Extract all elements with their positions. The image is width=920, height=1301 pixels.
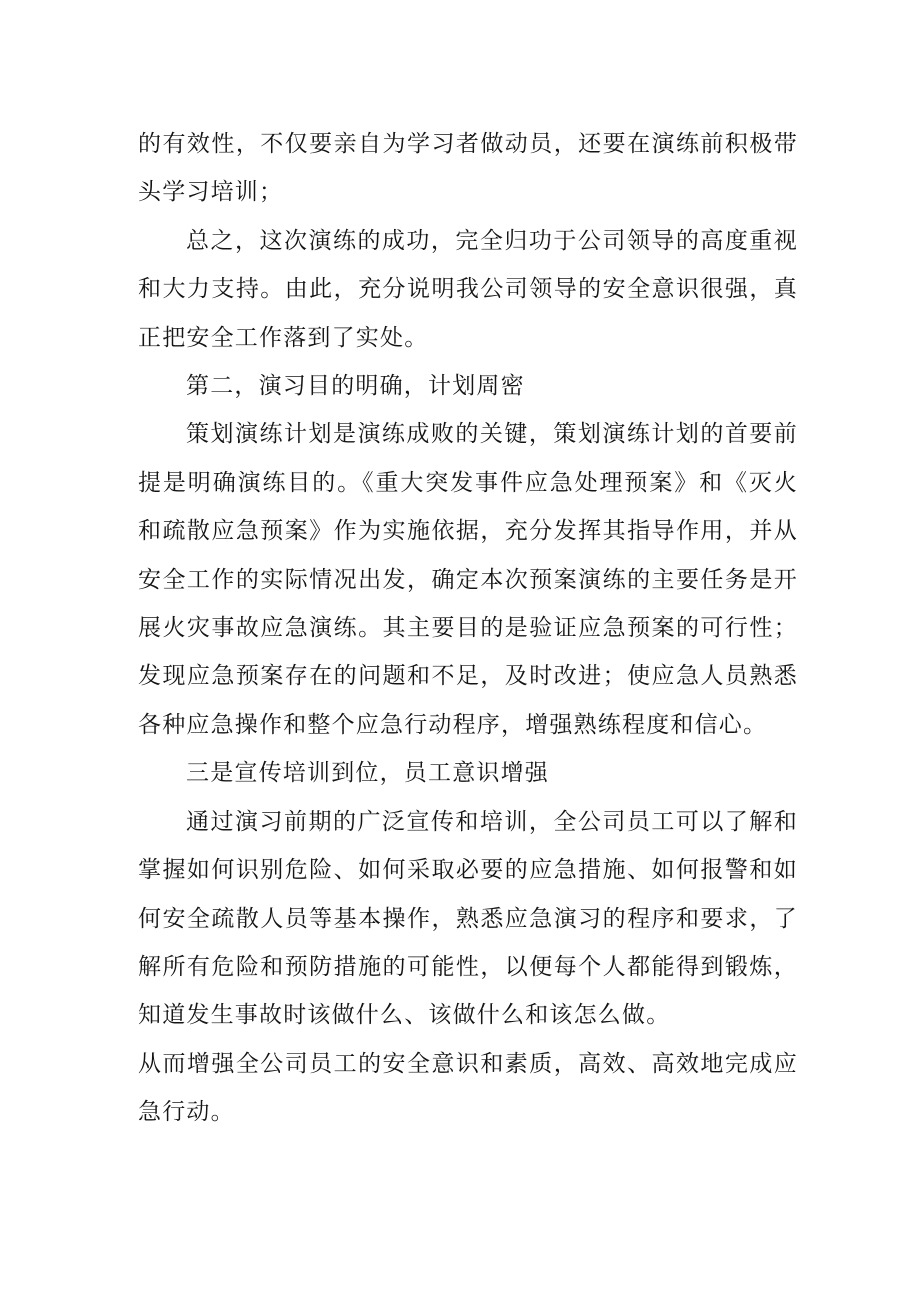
section-heading-second: 第二，演习目的明确，计划周密 [186, 373, 525, 400]
paragraph-training: 通过演习前期的广泛宣传和培训，全公司员工可以了解和掌握如何识别危险、如何采取必要的应急措施、如何报警和如何安全疏散人员等基本操作，熟悉应急演习的程序和要求，了解所有危险和预防措施的可能性，以便每个人都能得到锻炼，知道发生事故时该做什么、该做什么和该怎么做。 [138, 808, 798, 1029]
section-heading-third: 三是宣传培训到位，员工意识增强 [186, 760, 549, 787]
paragraph-continuation: 的有效性，不仅要亲自为学习者做动员，还要在演练前积极带头学习培训； [138, 131, 798, 206]
document-body [138, 120, 798, 1137]
paragraph-conclusion: 从而增强全公司员工的安全意识和素质，高效、高效地完成应急行动。 [138, 1050, 798, 1126]
paragraph-summary: 总之，这次演练的成功，完全归功于公司领导的高度重视和大力支持。由此，充分说明我公司领导的安全意识很强，真正把安全工作落到了实处。 [138, 227, 798, 351]
paragraph-plan: 策划演练计划是演练成败的关键，策划演练计划的首要前提是明确演练目的。《重大突发事件应急处理预案》和《灭火和疏散应急预案》作为实施依据，充分发挥其指导作用，并从安全工作的实际情况出发，确定本次预案演练的主要任务是开展火灾事故应急演练。其主要目的是验证应急预案的可行性；发现应急预案存在的问题和不足，及时改进；使应急人员熟悉各种应急操作和整个应急行动程序，增强熟练程度和信心。 [138, 421, 798, 738]
